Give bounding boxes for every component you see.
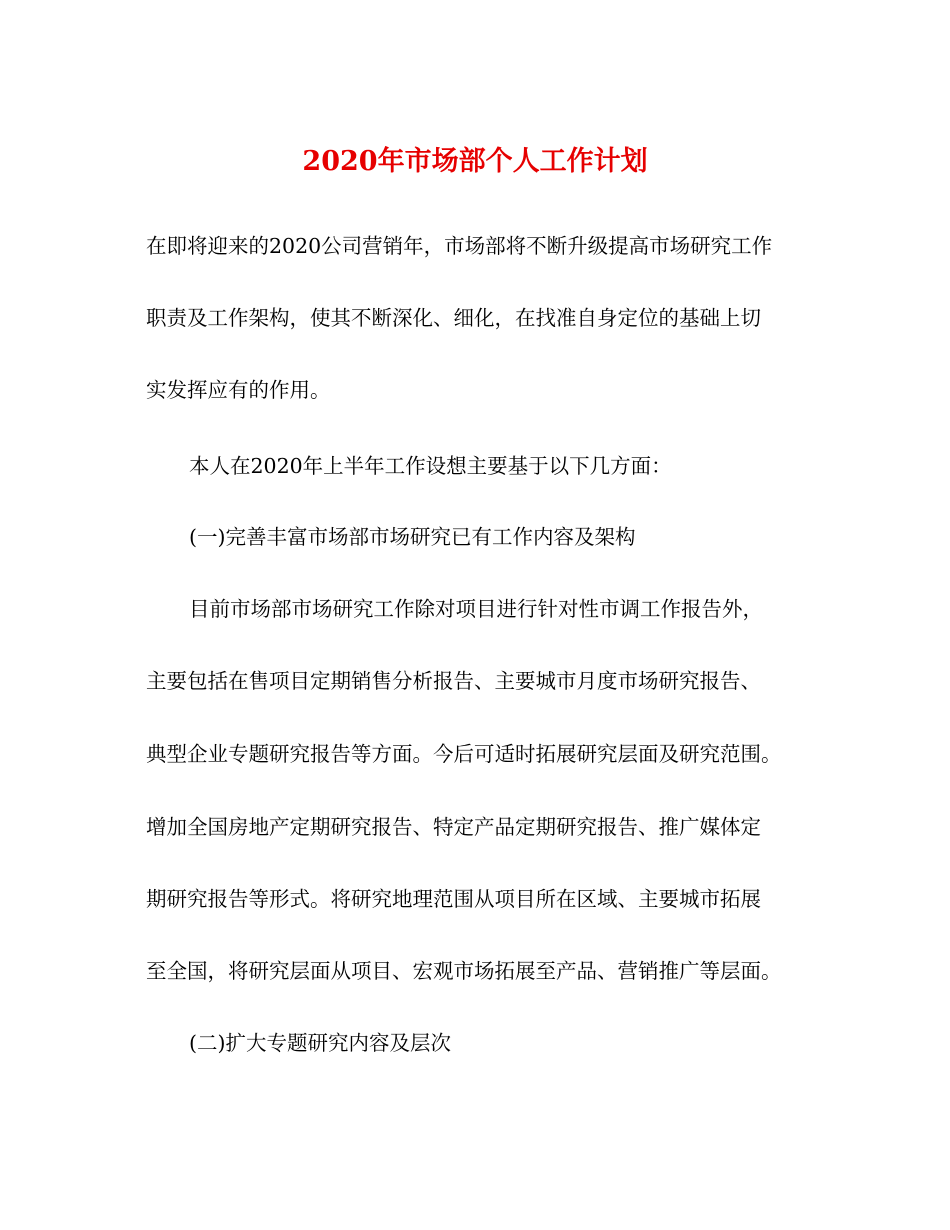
paragraph-line: 期研究报告等形式。将研究地理范围从项目所在区域、主要城市拓展 — [146, 887, 761, 911]
paragraph-line: 增加全国房地产定期研究报告、特定产品定期研究报告、推广媒体定 — [146, 815, 761, 839]
paragraph-line: 至全国，将研究层面从项目、宏观市场拓展至产品、营销推广等层面。 — [146, 959, 782, 983]
paragraph-line: 实发挥应有的作用。 — [146, 378, 331, 402]
paragraph-line: 职责及工作架构，使其不断深化、细化，在找准自身定位的基础上切 — [146, 306, 761, 330]
section-heading: (二)扩大专题研究内容及层次 — [189, 1031, 451, 1055]
section-heading: (一)完善丰富市场部市场研究已有工作内容及架构 — [189, 525, 636, 549]
paragraph-line: 在即将迎来的2020公司营销年，市场部将不断升级提高市场研究工作 — [146, 234, 773, 258]
paragraph-line: 本人在2020年上半年工作设想主要基于以下几方面： — [189, 454, 672, 478]
document-title: 2020年市场部个人工作计划 — [302, 146, 648, 177]
paragraph-line: 目前市场部市场研究工作除对项目进行针对性市调工作报告外， — [189, 597, 763, 621]
paragraph-line: 典型企业专题研究报告等方面。今后可适时拓展研究层面及研究范围。 — [146, 742, 782, 766]
paragraph-line: 主要包括在售项目定期销售分析报告、主要城市月度市场研究报告、 — [146, 669, 761, 693]
